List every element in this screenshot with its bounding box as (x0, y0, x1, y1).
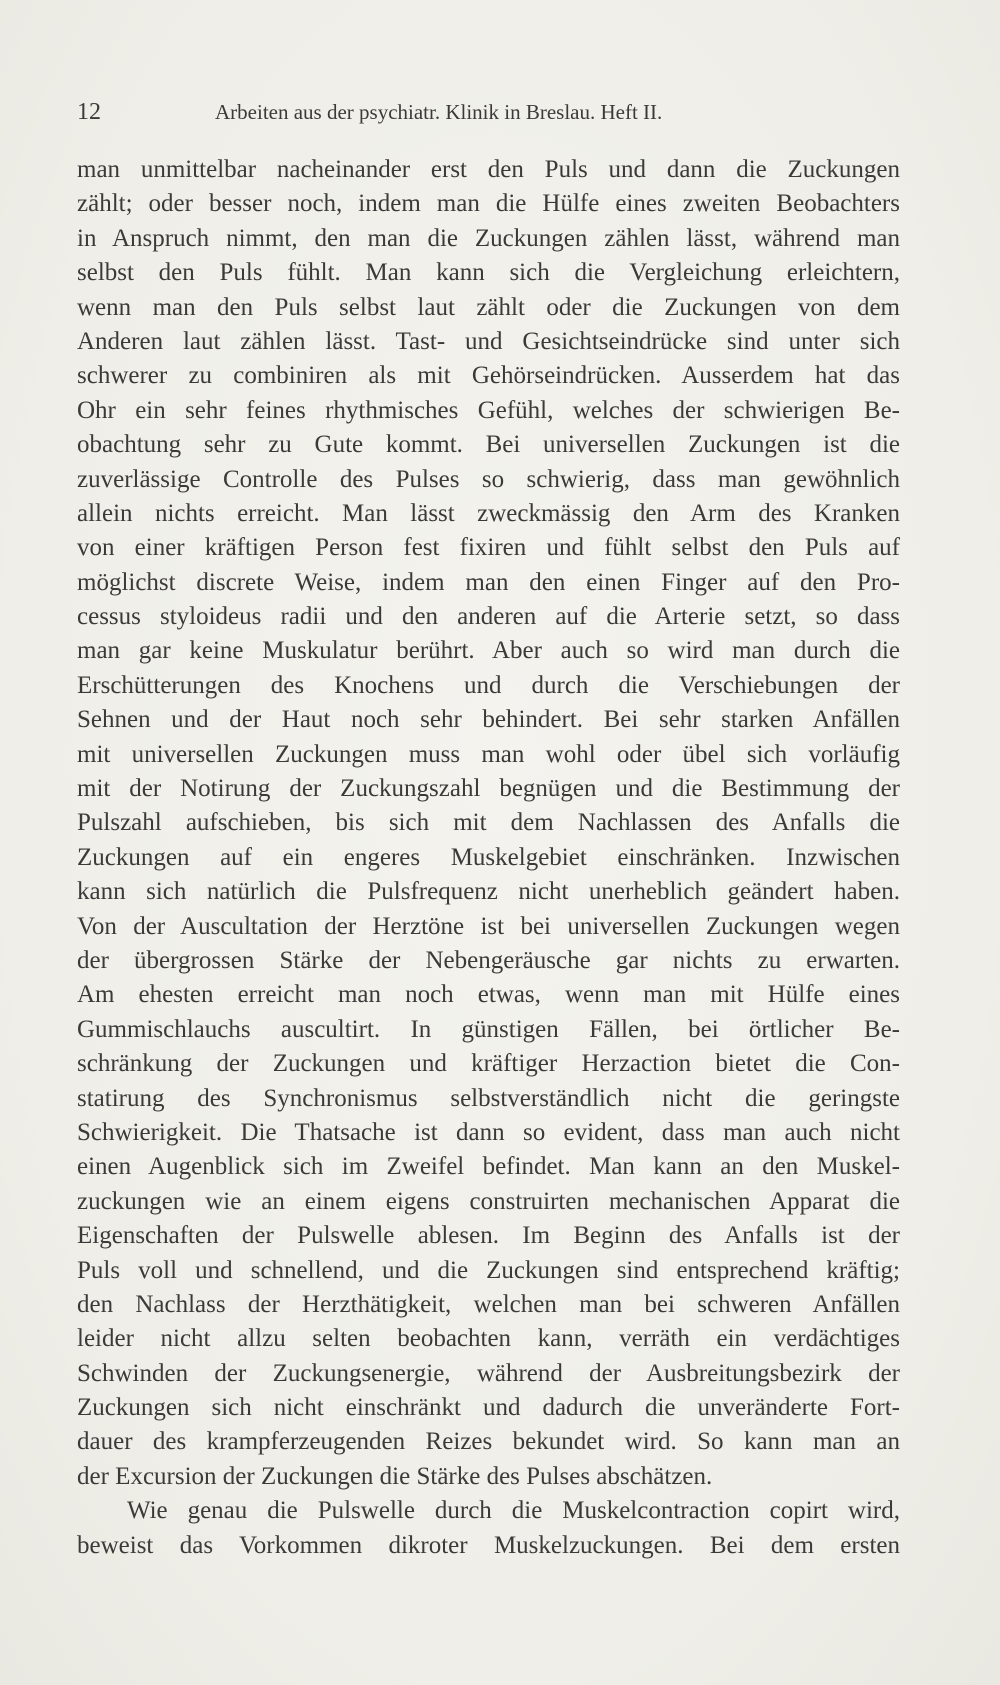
text-line: Ohr ein sehr feines rhythmisches Gefühl, welches der schwierigen Be- (77, 396, 900, 424)
text-line: Zuckungen sich nicht einschränkt und dadurch die unveränderte Fort- (77, 1394, 900, 1422)
page-header (77, 94, 872, 130)
text-line: Schwinden der Zuckungsenergie, während der Ausbreitungsbezirk der (77, 1359, 900, 1387)
text-line: möglichst discrete Weise, indem man den einen Finger auf den Pro- (77, 568, 900, 596)
text-line: Von der Auscultation der Herztöne ist bei universellen Zuckungen wegen (77, 912, 900, 940)
text-line: mit universellen Zuckungen muss man wohl oder übel sich vorläufig (77, 740, 900, 768)
text-line: zählt; oder besser noch, indem man die Hülfe eines zweiten Beobachters (77, 190, 900, 218)
text-line: Am ehesten erreicht man noch etwas, wenn man mit Hülfe eines (77, 981, 900, 1009)
page-number: 12 (77, 99, 101, 125)
text-line: der Excursion der Zuckungen die Stärke des Pulses abschätzen. (77, 1462, 713, 1490)
text-line: den Nachlass der Herzthätigkeit, welchen man bei schweren Anfällen (77, 1290, 900, 1318)
text-line: Wie genau die Pulswelle durch die Muskelcontraction copirt wird, (127, 1497, 900, 1525)
text-line: dauer des krampferzeugenden Reizes bekundet wird. So kann man an (77, 1428, 900, 1456)
text-line: mit der Notirung der Zuckungszahl begnügen und die Bestimmung der (77, 775, 900, 803)
text-line: der übergrossen Stärke der Nebengeräusche gar nichts zu erwarten. (77, 946, 900, 974)
text-line: obachtung sehr zu Gute kommt. Bei universellen Zuckungen ist die (77, 431, 900, 459)
body-text (77, 153, 900, 1563)
text-line: wenn man den Puls selbst laut zählt oder die Zuckungen von dem (77, 293, 900, 321)
text-line: kann sich natürlich die Pulsfrequenz nicht unerheblich geändert haben. (77, 878, 900, 906)
text-line: in Anspruch nimmt, den man die Zuckungen zählen lässt, während man (77, 224, 900, 252)
text-line: Puls voll und schnellend, und die Zuckungen sind entsprechend kräftig; (77, 1256, 900, 1284)
text-line: schränkung der Zuckungen und kräftiger Herzaction bietet die Con- (77, 1050, 900, 1078)
paragraph (77, 1494, 900, 1563)
text-line: leider nicht allzu selten beobachten kann, verräth ein verdächtiges (77, 1325, 900, 1353)
text-line: cessus styloideus radii und den anderen auf die Arterie setzt, so dass (77, 603, 900, 631)
text-line: allein nichts erreicht. Man lässt zweckmässig den Arm des Kranken (77, 499, 900, 527)
running-head: Arbeiten aus der psychiatr. Klinik in Breslau. Heft II. (215, 100, 663, 124)
text-line: zuckungen wie an einem eigens construirten mechanischen Apparat die (77, 1187, 900, 1215)
text-line: beweist das Vorkommen dikroter Muskelzuckungen. Bei dem ersten (77, 1531, 900, 1559)
text-line: von einer kräftigen Person fest fixiren und fühlt selbst den Puls auf (77, 534, 900, 562)
text-line: statirung des Synchronismus selbstverständlich nicht die geringste (77, 1084, 900, 1112)
text-line: Zuckungen auf ein engeres Muskelgebiet einschränken. Inzwischen (77, 843, 900, 871)
text-line: Eigenschaften der Pulswelle ablesen. Im Beginn des Anfalls ist der (77, 1222, 900, 1250)
text-line: Gummischlauchs auscultirt. In günstigen Fällen, bei örtlicher Be- (77, 1015, 900, 1043)
text-line: selbst den Puls fühlt. Man kann sich die Vergleichung erleichtern, (77, 259, 900, 287)
text-line: Schwierigkeit. Die Thatsache ist dann so evident, dass man auch nicht (77, 1118, 900, 1146)
paragraph (77, 153, 900, 1494)
text-line: zuverlässige Controlle des Pulses so schwierig, dass man gewöhnlich (77, 465, 900, 493)
text-line: Pulszahl aufschieben, bis sich mit dem Nachlassen des Anfalls die (77, 809, 900, 837)
text-line: man gar keine Muskulatur berührt. Aber auch so wird man durch die (77, 637, 900, 665)
text-line: einen Augenblick sich im Zweifel befindet. Man kann an den Muskel- (77, 1153, 900, 1181)
text-line: man unmittelbar nacheinander erst den Puls und dann die Zuckungen (77, 156, 900, 183)
text-line: Sehnen und der Haut noch sehr behindert. Bei sehr starken Anfällen (77, 706, 900, 734)
text-line: schwerer zu combiniren als mit Gehörseindrücken. Ausserdem hat das (77, 362, 900, 390)
text-line: Anderen laut zählen lässt. Tast- und Gesichtseindrücke sind unter sich (77, 327, 900, 355)
text-line: Erschütterungen des Knochens und durch die Verschiebungen der (77, 671, 900, 699)
